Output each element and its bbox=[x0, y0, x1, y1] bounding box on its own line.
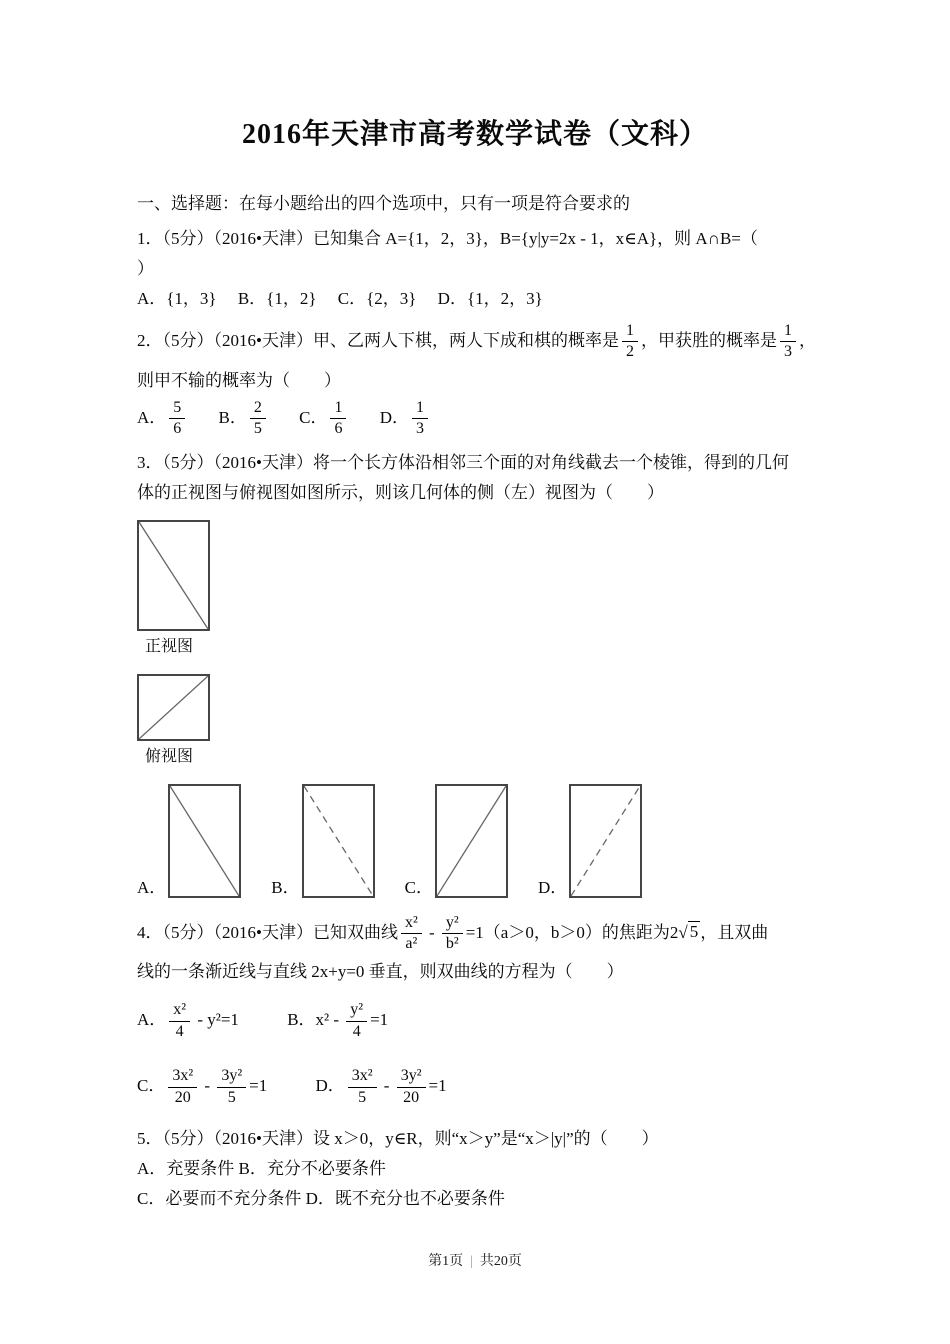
fraction-numerator: 2 bbox=[250, 399, 266, 419]
question-3 bbox=[137, 449, 813, 898]
q3-option-b-figure bbox=[302, 784, 375, 898]
q2-draw-probability-fraction bbox=[622, 322, 638, 362]
q5-text-line1: 5．（5分）（2016•天津）设 x＞0，y∈R，则“x＞y”是“x＞|y|”的（ ） bbox=[137, 1128, 659, 1148]
q4-option-d bbox=[315, 1065, 446, 1109]
front-view-label: 正视图 bbox=[145, 637, 194, 655]
minus-sign: - bbox=[424, 922, 439, 942]
section-heading: 一、选择题：在每小题给出的四个选项中，只有一项是符合要求的 bbox=[137, 194, 630, 213]
q3-text-line2: 体的正视图与俯视图如图所示，则该几何体的侧（左）视图为（ ） bbox=[137, 482, 664, 502]
q2-text-line1 bbox=[137, 320, 816, 364]
fraction-denominator: 3 bbox=[783, 343, 792, 361]
total-page-count: 共20页 bbox=[479, 1254, 522, 1269]
q2-text-part2: ，甲获胜的概率是 bbox=[640, 330, 777, 350]
fraction-numerator: 1 bbox=[412, 399, 428, 419]
q2-text-line2: 则甲不输的概率为（ ） bbox=[137, 370, 341, 390]
paper-content bbox=[137, 152, 816, 1212]
radicand: 5 bbox=[689, 922, 699, 942]
hyperbola-x-term-fraction bbox=[401, 914, 422, 954]
question-4 bbox=[137, 912, 813, 1109]
fraction-denominator: 5 bbox=[358, 1088, 367, 1106]
q4-text-line1 bbox=[137, 912, 813, 956]
q4-text-line2: 线的一条渐近线与直线 2x+y=0 垂直，则双曲线的方程为（ ） bbox=[137, 962, 624, 982]
q3-option-c-figure bbox=[435, 784, 508, 898]
option-suffix: =1 bbox=[370, 1010, 389, 1030]
q2-win-probability-fraction bbox=[780, 322, 796, 362]
fraction-numerator: x² bbox=[401, 914, 422, 934]
option-suffix: =1 bbox=[249, 1075, 268, 1095]
q3-option-a-figure bbox=[168, 784, 241, 898]
hyperbola-y-term-fraction bbox=[442, 914, 463, 954]
option-suffix: =1 bbox=[428, 1075, 447, 1095]
question-2 bbox=[137, 320, 816, 441]
option-label: C． bbox=[299, 407, 328, 427]
fraction-denominator: a² bbox=[405, 934, 418, 952]
radical-sign-icon: √ bbox=[678, 922, 688, 942]
option-fraction bbox=[217, 1067, 246, 1107]
fraction-denominator: 2 bbox=[625, 343, 634, 361]
option-fraction bbox=[169, 399, 185, 439]
q3-text-line1: 3．（5分）（2016•天津）将一个长方体沿相邻三个面的对角线截去一个棱锥，得到的几何 bbox=[137, 452, 789, 472]
fraction-numerator: 3x² bbox=[348, 1067, 377, 1087]
fraction-numerator: x² bbox=[169, 1001, 190, 1021]
q3-option-d bbox=[538, 784, 642, 898]
q4-option-b bbox=[287, 999, 388, 1043]
question-5 bbox=[137, 1125, 813, 1212]
q1-text-line1: 1．（5分）（2016•天津）已知集合 A={1，2，3}，B={y|y=2x - 1，x∈A}，则 A∩B=（ bbox=[137, 229, 758, 248]
fraction-numerator: y² bbox=[442, 914, 463, 934]
q4-text-part2: =1（a＞0，b＞0）的焦距为2 bbox=[465, 922, 679, 942]
option-label: A． bbox=[137, 407, 167, 427]
fraction-denominator: 5 bbox=[253, 420, 262, 438]
fraction-denominator: 4 bbox=[175, 1022, 184, 1040]
fraction-denominator: 20 bbox=[403, 1088, 420, 1106]
fraction-denominator: 20 bbox=[174, 1088, 191, 1106]
option-prefix: x² - bbox=[315, 1010, 344, 1030]
q5-options-row2: C．必要而不充分条件 D．既不充分也不必要条件 bbox=[137, 1188, 505, 1208]
option-fraction bbox=[330, 399, 346, 439]
option-fraction bbox=[348, 1067, 377, 1107]
q3-option-d-figure bbox=[569, 784, 642, 898]
fraction-denominator: 4 bbox=[352, 1022, 361, 1040]
q3-option-a bbox=[137, 784, 241, 898]
question-1 bbox=[137, 225, 813, 312]
q2-option-b bbox=[219, 397, 269, 441]
option-fraction bbox=[397, 1067, 426, 1107]
option-label: A． bbox=[137, 1010, 167, 1030]
option-fraction bbox=[168, 1067, 197, 1107]
q2-option-c bbox=[299, 397, 349, 441]
top-view-label: 俯视图 bbox=[145, 747, 194, 765]
fraction-denominator: 5 bbox=[227, 1088, 236, 1106]
q4-text-part1: 4．（5分）（2016•天津）已知双曲线 bbox=[137, 922, 398, 942]
q2-option-d bbox=[380, 397, 431, 441]
q4-option-a bbox=[137, 999, 239, 1043]
fraction-numerator: 3y² bbox=[217, 1067, 246, 1087]
option-label: C． bbox=[404, 877, 433, 897]
fraction-numerator: 3y² bbox=[397, 1067, 426, 1087]
q4-options-row2 bbox=[137, 1065, 813, 1109]
q4-options-row1 bbox=[137, 999, 813, 1043]
footer-separator: | bbox=[470, 1254, 473, 1269]
q2-options bbox=[137, 397, 813, 441]
q3-option-b bbox=[271, 784, 374, 898]
current-page-number: 第1页 bbox=[428, 1254, 464, 1269]
sqrt-expression bbox=[678, 921, 700, 941]
fraction-numerator: 1 bbox=[330, 399, 346, 419]
front-view-figure bbox=[137, 520, 210, 631]
option-suffix: - y²=1 bbox=[193, 1010, 239, 1030]
fraction-numerator: 5 bbox=[169, 399, 185, 419]
option-label: B． bbox=[218, 407, 247, 427]
q4-text-part3: ，且双曲 bbox=[700, 922, 769, 942]
top-view-figure bbox=[137, 674, 210, 741]
fraction-numerator: 3x² bbox=[168, 1067, 197, 1087]
paper-title: 2016年天津市高考数学试卷（文科） bbox=[241, 119, 708, 150]
fraction-denominator: 3 bbox=[416, 420, 424, 438]
option-label: C． bbox=[137, 1075, 166, 1095]
q2-text-part3: ， bbox=[798, 330, 816, 350]
option-label: D． bbox=[379, 407, 409, 427]
option-label: D． bbox=[315, 1075, 345, 1095]
front-view-block bbox=[137, 520, 813, 658]
top-view-block bbox=[137, 674, 813, 768]
option-label: B． bbox=[271, 877, 300, 897]
q5-options-row1: A．充要条件 B．充分不必要条件 bbox=[137, 1158, 386, 1178]
q3-figure-options bbox=[137, 784, 813, 898]
option-fraction bbox=[250, 399, 266, 439]
option-label: B． bbox=[287, 1010, 316, 1030]
q1-text-line2: ） bbox=[137, 259, 154, 278]
minus-sign: - bbox=[200, 1075, 215, 1095]
option-fraction bbox=[412, 399, 428, 439]
option-fraction bbox=[169, 1001, 190, 1041]
fraction-numerator: y² bbox=[346, 1001, 367, 1021]
fraction-numerator: 1 bbox=[622, 322, 638, 342]
option-label: D． bbox=[537, 877, 568, 897]
option-label: A． bbox=[137, 877, 167, 897]
q3-option-c bbox=[405, 784, 508, 898]
q1-options: A．{1，3} B．{1，2} C．{2，3} D．{1，2，3} bbox=[137, 289, 543, 308]
q2-text-part1: 2．（5分）（2016•天津）甲、乙两人下棋，两人下成和棋的概率是 bbox=[137, 330, 619, 350]
page-footer bbox=[0, 1250, 950, 1270]
fraction-numerator: 1 bbox=[780, 322, 796, 342]
option-fraction bbox=[346, 1001, 367, 1041]
q2-option-a bbox=[137, 397, 188, 441]
minus-sign: - bbox=[379, 1075, 394, 1095]
fraction-denominator: 6 bbox=[173, 420, 182, 438]
q4-option-c bbox=[137, 1065, 267, 1109]
fraction-denominator: 6 bbox=[334, 420, 343, 438]
fraction-denominator: b² bbox=[445, 934, 459, 952]
